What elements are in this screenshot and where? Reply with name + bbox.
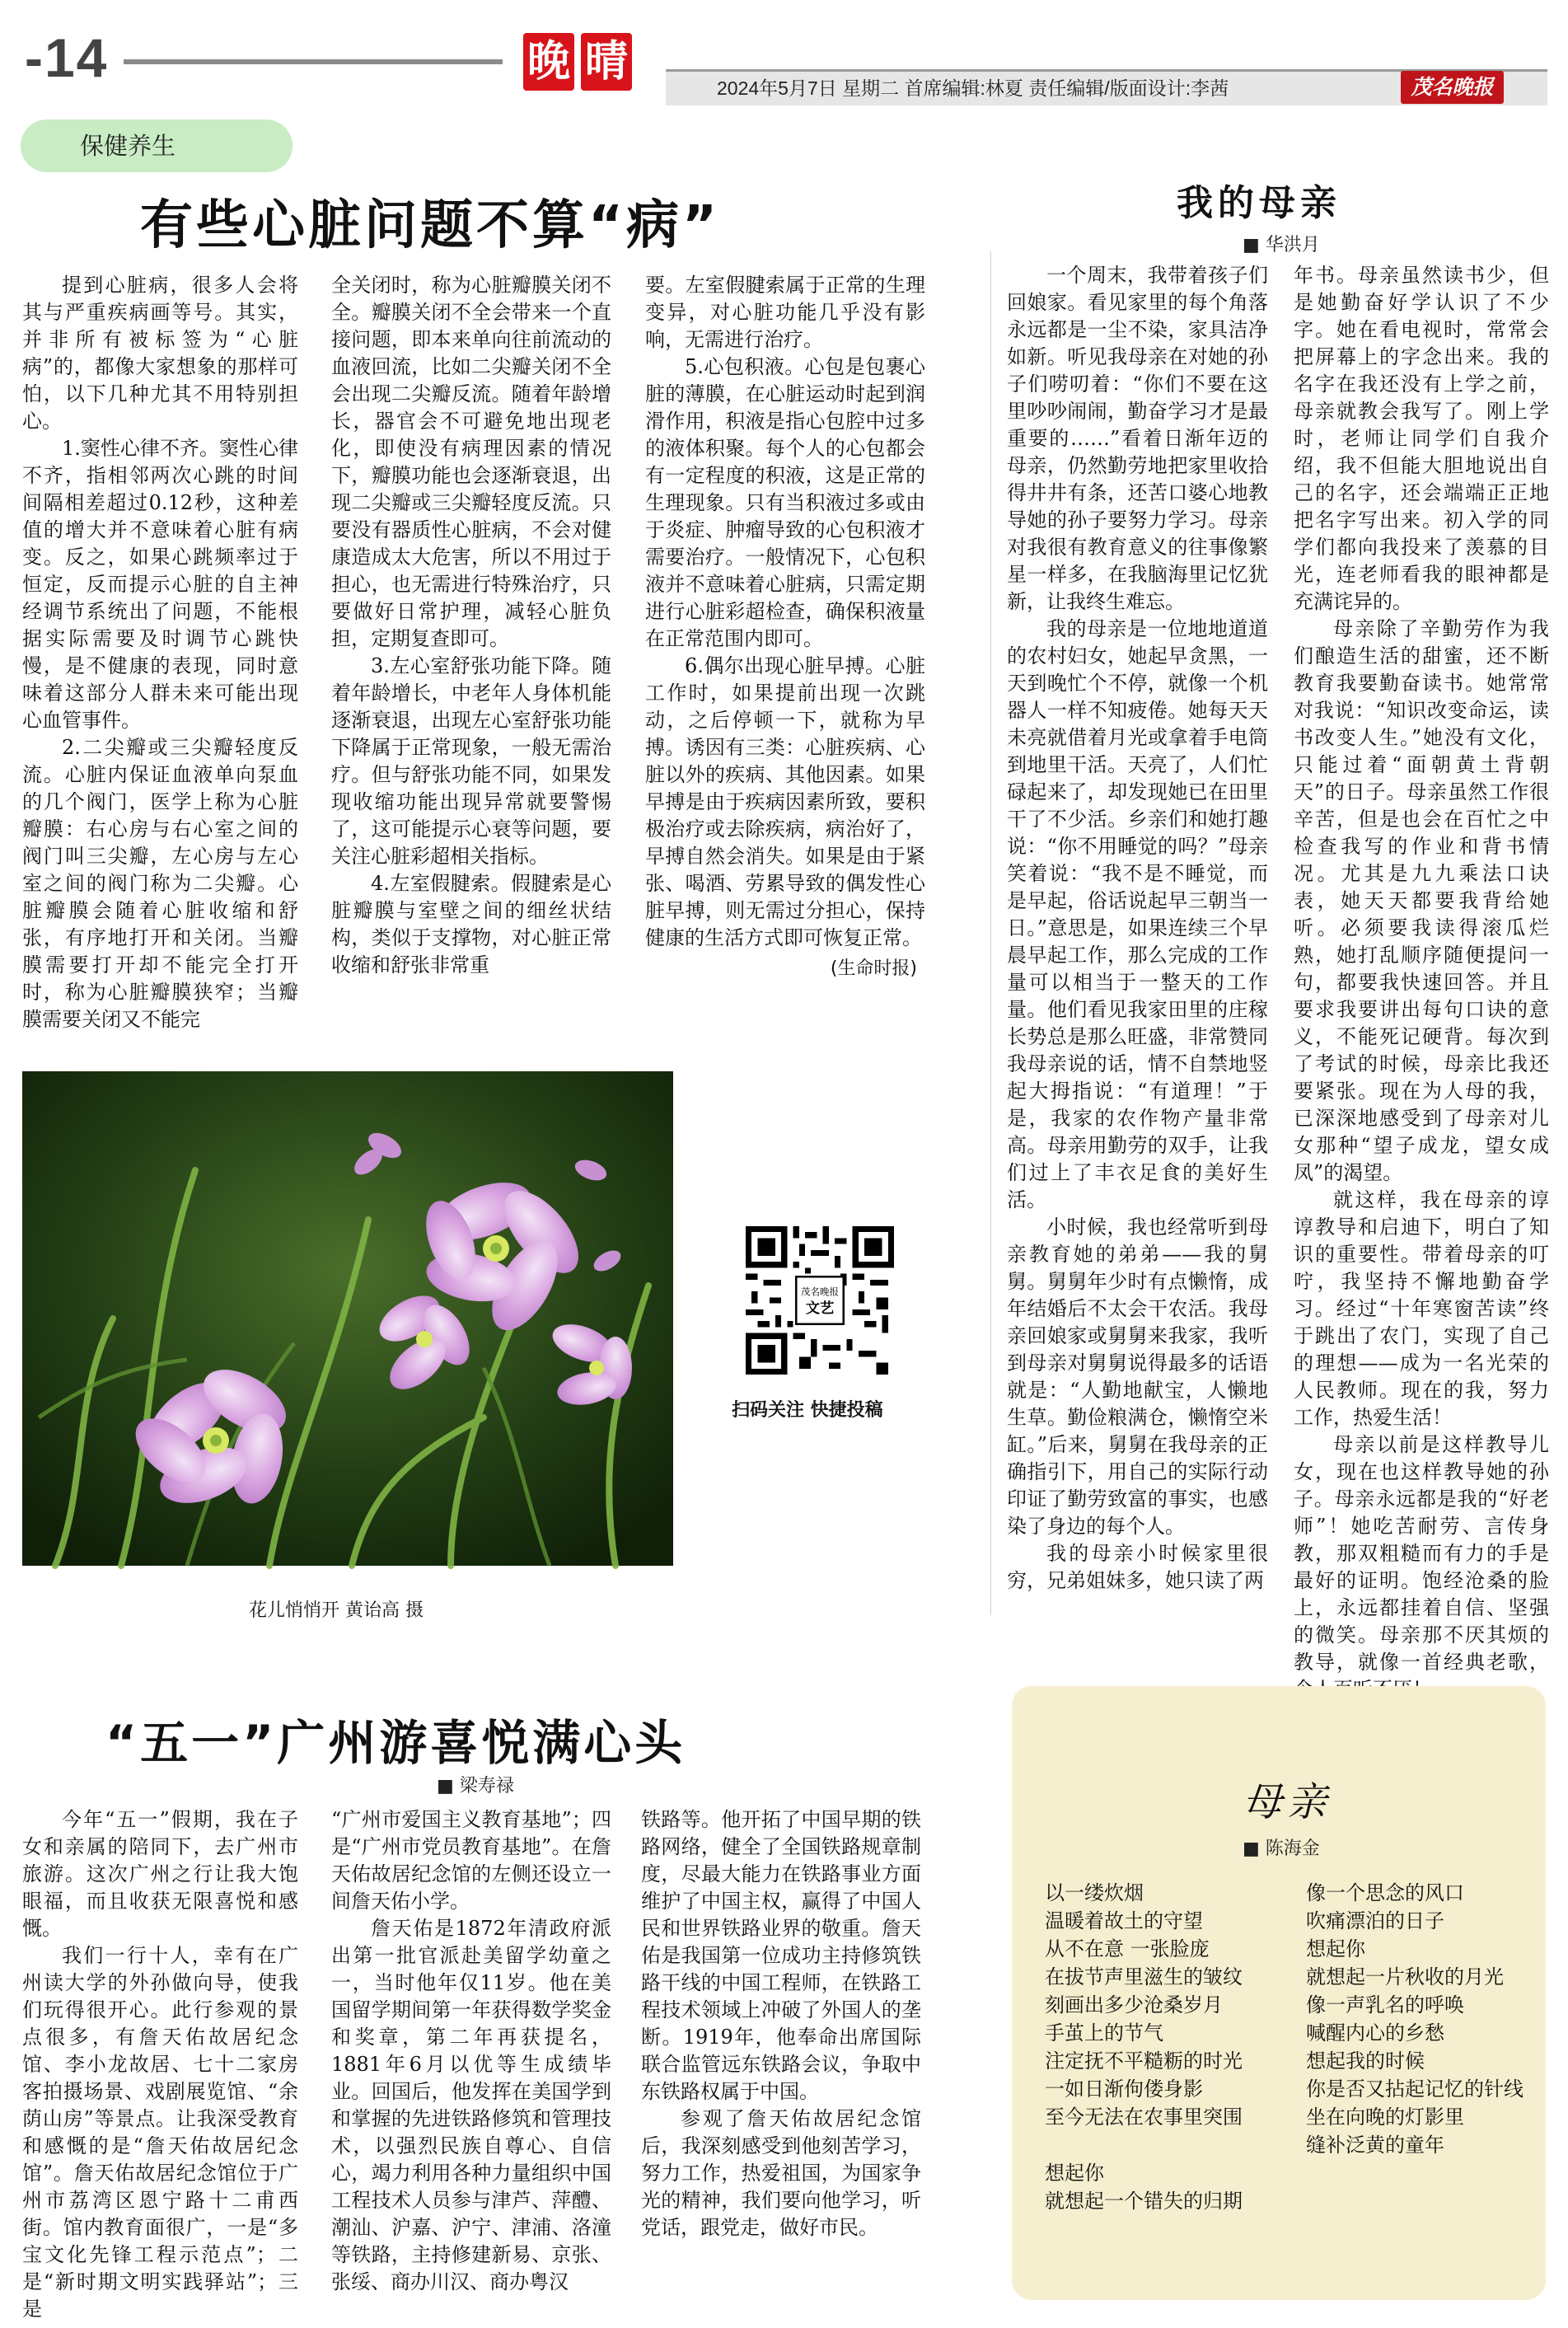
flower-photo bbox=[22, 1071, 673, 1566]
mother-essay-author: ■ 华洪月 bbox=[1243, 235, 1320, 255]
paragraph: 我的母亲小时候家里很穷，兄弟姐妹多，她只读了两 bbox=[1007, 1542, 1268, 1592]
poem-line: 你是否又拈起记忆的针线 bbox=[1306, 2077, 1524, 2101]
paragraph: 今年“五一”假期，我在子女和亲属的陪同下，去广州市旅游。这次广州之行让我大饱眼福，而且收获无限喜悦和感慨。 bbox=[22, 1808, 298, 1940]
poem-line: 喊醒内心的乡愁 bbox=[1306, 2021, 1444, 2045]
paragraph: 提到心脏病，很多人会将其与严重疾病画等号。其实，并非所有被标签为“心脏病”的，都像大家想象的那样可怕，以下几种尤其不用特别担心。 bbox=[22, 274, 298, 433]
header-divider bbox=[124, 59, 503, 64]
guangzhou-article-col1 bbox=[22, 1806, 298, 2321]
poem-line: 一如日渐佝偻身影 bbox=[1045, 2077, 1203, 2101]
paragraph: 4.左室假腱索。假腱索是心脏瓣膜与室壁之间的细丝状结构，类似于支撑物，对心脏正常收缩和舒张非常重 bbox=[331, 872, 611, 977]
poem-line: 像一声乳名的呼唤 bbox=[1306, 1993, 1464, 2017]
mother-essay-col1 bbox=[1007, 262, 1268, 1614]
page-number: -14 bbox=[25, 27, 109, 88]
heart-article-col3 bbox=[645, 272, 925, 997]
paragraph: 铁路等。他开拓了中国早期的铁路网络，健全了全国铁路规章制度，尽最大能力在铁路事业方面维护了中国主权，赢得了中国人民和世界铁路业界的敬重。詹天佑是我国第一位成功主持修筑铁路干线的中国工程师，在铁路工程技术领域上冲破了外国人的垄断。1919年，他奉命出席国际联合监管远东铁路会议，争取中东铁路权属于中国。 bbox=[641, 1808, 921, 2103]
paragraph: 全关闭时，称为心脏瓣膜关闭不全。瓣膜关闭不全会带来一个直接问题，即本来单向往前流动的血液回流，比如二尖瓣关闭不全会出现二尖瓣反流。随着年龄增长，器官会不可避免地出现老化，即使没有病理因素的情况下，瓣膜功能也会逐渐衰退，出现二尖瓣或三尖瓣轻度反流。只要没有器质性心脏病，不会对健康造成太大危害，所以不用过于担心，也无需进行特殊治疗，只要做好日常护理，减轻心脏负担，定期复查即可。 bbox=[331, 274, 611, 650]
poem-line: 想起我的时候 bbox=[1306, 2049, 1425, 2073]
article-source: (生命时报) bbox=[830, 958, 917, 979]
poem-line: 想起你 bbox=[1045, 2162, 1104, 2185]
paragraph: 5.心包积液。心包是包裹心脏的薄膜，在心脏运动时起到润滑作用，积液是指心包腔中过多的液体积聚。每个人的心包都会有一定程度的积液，这是正常的生理现象。只有当积液过多或由于炎症、肿瘤导致的心包积液才需要治疗。一般情况下，心包积液并不意味着心脏病，只需定期进行心脏彩超检查，确保积液量在正常范围内即可。 bbox=[645, 355, 925, 650]
poem-line bbox=[1045, 2131, 1292, 2159]
poem-title: 母亲 bbox=[1243, 1779, 1332, 1825]
paragraph: 要。左室假腱索属于正常的生理变异，对心脏功能几乎没有影响，无需进行治疗。 bbox=[645, 274, 925, 351]
paragraph: 3.左心室舒张功能下降。随着年龄增长，中老年人身体机能逐渐衰退，出现左心室舒张功能下降属于正常现象，一般无需治疗。但与舒张功能不同，如果发现收缩功能出现异常就要警惕了，这可能提示心衰等问题，要关注心脏彩超相关指标。 bbox=[331, 654, 611, 868]
heart-article-col1 bbox=[22, 272, 298, 1031]
qr-code-icon bbox=[746, 1226, 894, 1375]
paragraph: 詹天佑是1872年清政府派出第一批官派赴美留学幼童之一，当时他年仅11岁。他在美国留学期间第一年获得数学奖金和奖章，第二年再获提名，1881年6月以优等生成绩毕业。回国后，他发挥在美国学到和掌握的先进铁路修筑和管理技术，以强烈民族自尊心、自信心，竭力利用各种力量组织中国工程技术人员参与津芦、萍醴、潮汕、沪嘉、沪宁、津浦、洛潼等铁路，主持修建新易、京张、张绥、商办川汉、商办粤汉 bbox=[331, 1917, 611, 2293]
qr-code[interactable] bbox=[746, 1226, 894, 1375]
mother-essay-title: 我的母亲 bbox=[1177, 182, 1341, 224]
poem-line: 手茧上的节气 bbox=[1045, 2021, 1163, 2045]
paragraph: 一个周末，我带着孩子们回娘家。看见家里的每个角落永远都是一尘不染，家具洁净如新。听见我母亲在对她的孙子们唠叨着：“你们不要在这里吵吵闹闹，勤奋学习才是最重要的……”看着日渐年迈的母亲，仍然勤劳地把家里收拾得井井有条，还苦口婆心地教导她的孙子要努力学习。母亲对我很有教育意义的往事像繁星一样多，在我脑海里记忆犹新，让我终生难忘。 bbox=[1007, 264, 1268, 613]
poem-line: 缝补泛黄的童年 bbox=[1306, 2134, 1444, 2157]
poem-author: ■ 陈海金 bbox=[1243, 1839, 1320, 1859]
paragraph: 母亲以前是这样教导儿女，现在也这样教导她的孙子。母亲永远都是我的“好老师”！她吃苦耐劳、言传身教，那双粗糙而有力的手是最好的证明。饱经沧桑的脸上，永远都挂着自信、坚强的微笑。母亲那不厌其烦的教导，就像一首经典老歌， bbox=[1294, 1433, 1549, 1674]
column-divider bbox=[990, 251, 991, 1615]
qr-center-label-line: 文艺 bbox=[805, 1300, 835, 1318]
photo-caption: 花儿悄悄开 黄诒高 摄 bbox=[249, 1600, 424, 1621]
date-line: 2024年5月7日 星期二 首席编辑:林夏 责任编辑/版面设计:李茜 bbox=[717, 77, 1229, 99]
heart-article-title: 有些心脏问题不算“病” bbox=[140, 195, 721, 256]
poem-line: 就想起一片秋收的月光 bbox=[1306, 1965, 1504, 1988]
qr-center-label-line: 茂名晚报 bbox=[800, 1286, 840, 1298]
poem-line: 想起你 bbox=[1306, 1937, 1365, 1960]
flower-illustration bbox=[22, 1071, 673, 1566]
guangzhou-article-title: “五一”广州游喜悦满心头 bbox=[105, 1715, 686, 1771]
poem-line: 以一缕炊烟 bbox=[1045, 1881, 1144, 1904]
poem-line: 吹痛漂泊的日子 bbox=[1306, 1909, 1444, 1932]
brand-char: 晴 bbox=[581, 33, 632, 91]
poem-line: 就想起一个错失的归期 bbox=[1045, 2190, 1243, 2213]
poem-col1 bbox=[1045, 1879, 1292, 2215]
heart-article-col2 bbox=[331, 272, 611, 997]
poem-line: 从不在意 一张脸庞 bbox=[1045, 1937, 1210, 1960]
paragraph: 小时候，我也经常听到母亲教育她的弟弟——我的舅舅。舅舅年少时有点懒惰，成年结婚后不太会干农活。我母亲回娘家或舅舅来我家，我听到母亲对舅舅说得最多的话语就是：“人勤地献宝，人懒地生草。勤俭粮满仓，懒惰空米缸。”后来，舅舅在我母亲的正确指引下，用自己的实际行动印证了勤劳致富的事实，也感染了身边的每个人。 bbox=[1007, 1216, 1268, 1538]
guangzhou-article-author: ■ 梁寿禄 bbox=[437, 1776, 514, 1796]
mother-essay-col2 bbox=[1294, 262, 1549, 1674]
paragraph: 我们一行十人，幸有在广州读大学的外孙做向导，使我们玩得很开心。此行参观的景点很多，有詹天佑故居纪念馆、李小龙故居、七十二家房客拍摄场景、戏剧展览馆、“余荫山房”等景点。让我深受教育和感慨的是“詹天佑故居纪念馆”。詹天佑故居纪念馆位于广州市荔湾区恩宁路十二甫西街。馆内教育面很广，一是“多宝文化先锋工程示范点”；二是“新时期文明实践驿站”；三是 bbox=[22, 1944, 298, 2321]
paragraph: 2.二尖瓣或三尖瓣轻度反流。心脏内保证血液单向泵血的几个阀门，医学上称为心脏瓣膜：右心房与右心室之间的阀门叫三尖瓣，左心房与左心室之间的阀门称为二尖瓣。心脏瓣膜会随着心脏收缩和舒张，有序地打开和关闭。当瓣膜需要打开却不能完全打开时，称为心脏瓣膜狭窄；当瓣膜需要关闭又不能完 bbox=[22, 736, 298, 1031]
qr-caption: 扫码关注 快捷投稿 bbox=[732, 1400, 883, 1421]
guangzhou-article-col3 bbox=[641, 1806, 921, 2309]
paragraph: 1.窦性心律不齐。窦性心律不齐，指相邻两次心跳的时间间隔相差超过0.12秒，这种差值的增大并不意味着心脏有病变。反之，如果心跳频率过于恒定，反而提示心脏的自主神经调节系统出了问题，不能根据实际需要及时调节心跳快慢，是不健康的表现，同时意味着这部分人群未来可能出现心血管事件。 bbox=[22, 437, 298, 732]
poem-col2 bbox=[1306, 1879, 1537, 2159]
poem-line: 注定抚不平糙粝的时光 bbox=[1045, 2049, 1243, 2073]
poem-line: 像一个思念的风口 bbox=[1306, 1881, 1464, 1904]
paragraph: 就这样，我在母亲的谆谆教导和启迪下，明白了知识的重要性。带着母亲的叮咛，我坚持不懈地勤奋学习。经过“十年寒窗苦读”终于跳出了农门，实现了自己的理想——成为一名光荣的人民教师。现在的我，努力工作，热爱生活！ bbox=[1294, 1188, 1549, 1429]
paragraph: 我的母亲是一位地地道道的农村妇女，她起早贪黑，一天到晚忙个不停，就像一个机器人一样不知疲倦。她每天天未亮就借着月光或拿着手电筒到地里干活。天亮了，人们忙碌起来了，却发现她已在田里干了不少活。乡亲们和她打趣说：“你不用睡觉的吗？”母亲笑着说：“我不是不睡觉，而是早起，俗话说起早三朝当一日。”意思是，如果连续三个早晨早起工作，那么完成的工作量可以相当于一整天的工作量。他们看见我家田里的庄稼长势总是那么旺盛，非常赞同我母亲说的话，情不自禁地竖起大拇指说：“有道理！”于是，我家的农作物产量非常高。母亲用勤劳的双手，让我们过上了丰衣足食的美好生活。 bbox=[1007, 617, 1268, 1211]
poem-line: 温暖着故土的守望 bbox=[1045, 1909, 1203, 1932]
poem-line: 刻画出多少沧桑岁月 bbox=[1045, 1993, 1223, 2017]
brand-char: 晚 bbox=[523, 33, 574, 91]
masthead-brand bbox=[523, 33, 632, 91]
poem-line: 在拔节声里滋生的皱纹 bbox=[1045, 1965, 1243, 1988]
paragraph: 年书。母亲虽然读书少，但是她勤奋好学认识了不少字。她在看电视时，常常会把屏幕上的字念出来。我的名字在我还没有上学之前，母亲就教会我写了。刚上学时，老师让同学们自我介绍，我不但能大胆地说出自己的名字，还会端端正正地把名字写出来。初入学的同学们都向我投来了羡慕的目光，连老师看我的眼神都是充满诧异的。 bbox=[1294, 264, 1549, 613]
paragraph: 6.偶尔出现心脏早搏。心脏工作时，如果提前出现一次跳动，之后停顿一下，就称为早搏。诱因有三类：心脏疾病、心脏以外的疾病、其他因素。如果早搏是由于疾病因素所致，要积极治疗或去除疾病，病治好了，早搏自然会消失。如果是由于紧张、喝酒、劳累导致的偶发性心脏早搏，则无需过分担心，保持健康的生活方式即可恢复正常。 bbox=[645, 654, 925, 949]
paragraph: 参观了詹天佑故居纪念馆后，我深刻感受到他刻苦学习，努力工作，热爱祖国，为国家争光的精神，我们要向他学习，听党话，跟党走，做好市民。 bbox=[641, 2107, 921, 2239]
paragraph: “广州市爱国主义教育基地”；四是“广州市党员教育基地”。在詹天佑故居纪念馆的左侧还设立一间詹天佑小学。 bbox=[331, 1808, 611, 1913]
poem-line: 至今无法在农事里突围 bbox=[1045, 2106, 1243, 2129]
poem-line: 坐在向晚的灯影里 bbox=[1306, 2106, 1464, 2129]
guangzhou-article-col2 bbox=[331, 1806, 611, 2309]
paragraph: 母亲除了辛勤劳作为我们酿造生活的甜蜜，还不断教育我要勤奋读书。她常常对我说：“知识改变命运，读书改变人生。”她没有文化，只能过着“面朝黄土背朝天”的日子。母亲虽然工作很辛苦，但是也会在百忙之中检查我写的作业和背书情况。尤其是九九乘法口诀表，她天天都要我背给她听。必须要我读得滚瓜烂熟，她打乱顺序随便提问一句，都要我快速回答。并且要求我要讲出每句口诀的意义，不能死记硬背。每次到了考试的时候，母亲比我还要紧张。现在为人母的我，已深深地感受到了母亲对儿女那种“望子成龙，望女成凤”的渴望。 bbox=[1294, 617, 1549, 1184]
newspaper-logo: 茂名晚报 bbox=[1401, 71, 1504, 104]
section-tag: 保健养生 bbox=[21, 119, 293, 172]
